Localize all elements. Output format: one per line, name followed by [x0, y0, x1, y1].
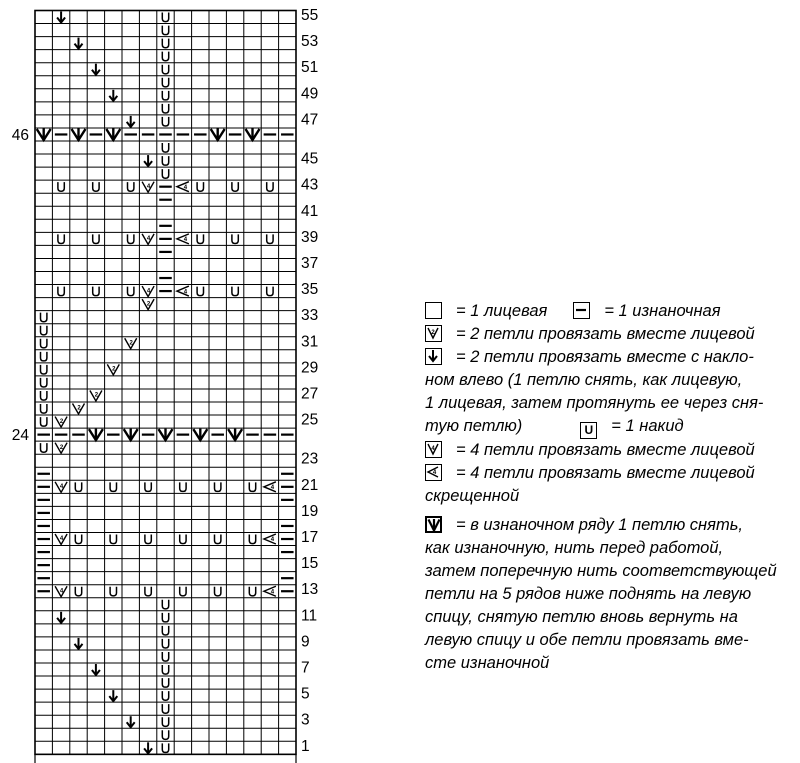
yarn-over-symbol: [41, 378, 47, 387]
yarn-over-symbol: [162, 91, 168, 100]
row-number: 25: [301, 411, 319, 429]
yarn-over-symbol: [249, 482, 255, 491]
legend-kdec-yo-row: [425, 415, 800, 439]
yarn-over-symbol: [267, 287, 273, 296]
chart-row: [57, 607, 317, 624]
chart-row: [162, 52, 168, 61]
chart-row: [37, 581, 318, 598]
row-number: 21: [301, 476, 319, 494]
k4-together-symbol-icon: [425, 441, 442, 458]
legend-knit-purl-row: [425, 300, 800, 323]
yarn-over-symbol: [249, 587, 255, 596]
yarn-over-symbol: [180, 482, 186, 491]
svg-text:4: 4: [431, 446, 435, 452]
yarn-over-symbol: [41, 404, 47, 413]
chart-row: [37, 555, 318, 572]
yarn-over-symbol: [75, 587, 81, 596]
yarn-over-symbol: [162, 117, 168, 126]
chart-row: [162, 678, 168, 687]
row-number: 47: [301, 111, 319, 129]
chart-row: [41, 378, 47, 387]
chart-row: [109, 85, 318, 102]
chart-row: [162, 652, 168, 661]
row-number: 11: [301, 607, 318, 625]
legend-purl-text: = 1 изнаночная: [604, 302, 721, 320]
yarn-over-symbol: [232, 287, 238, 296]
chart-row: [58, 177, 318, 194]
chart-row: [41, 307, 319, 324]
row-number: 53: [301, 33, 319, 51]
svg-text:4: 4: [432, 470, 437, 477]
yarn-over-symbol: [145, 482, 151, 491]
yarn-over-symbol: [162, 169, 168, 178]
yarn-over-symbol: [110, 535, 116, 544]
yarn-over-symbol: [162, 52, 168, 61]
yarn-over-symbol: [41, 417, 47, 426]
k-together-number: 2: [112, 366, 116, 373]
purl-symbol-icon: [573, 302, 590, 319]
yarn-over-symbol: [232, 234, 238, 243]
yarn-over-symbol: [162, 704, 168, 713]
yarn-over-symbol: [197, 182, 203, 191]
chart-row: [142, 299, 154, 310]
row-number: 39: [301, 228, 319, 246]
k4-back-number: 4: [183, 184, 188, 191]
legend-w-line: затем поперечную нить соответствующей: [425, 562, 777, 580]
yarn-over-symbol: [41, 313, 47, 322]
left-slant-decrease-symbol-icon: [425, 348, 442, 365]
chart-row: [162, 104, 168, 113]
legend-k4b-line: скрещенной: [425, 487, 520, 505]
legend-yo-text: = 1 накид: [611, 417, 684, 435]
yarn-over-symbol: [215, 535, 221, 544]
chart-row: [41, 412, 319, 429]
chart-row: [37, 503, 318, 520]
yarn-over-symbol: [162, 65, 168, 74]
chart-row: [41, 404, 85, 415]
legend-k4b-line: = 4 петли провязать вместе лицевой: [456, 464, 755, 482]
chart-row: [162, 600, 168, 609]
chart-row: [162, 626, 168, 635]
chart-row: [37, 477, 318, 494]
row-number: 55: [301, 7, 319, 25]
row-number: 46: [11, 126, 29, 144]
row-number: 49: [301, 85, 319, 103]
row-number: 27: [301, 385, 319, 403]
knit-symbol-icon: [425, 302, 442, 319]
row-number: 15: [301, 555, 319, 573]
yarn-over-symbol: [162, 26, 168, 35]
chart-row: [301, 203, 318, 220]
k-together-number: 4: [59, 484, 64, 491]
row-number: 35: [301, 281, 319, 299]
k-together-number: 4: [59, 536, 64, 543]
row-number: 33: [301, 307, 319, 325]
yarn-over-symbol: [58, 182, 64, 191]
legend: [425, 300, 800, 675]
row-number: 3: [301, 711, 310, 729]
row-number: 17: [301, 529, 319, 547]
k4-back-number: 4: [183, 289, 188, 296]
yarn-over-symbol: [162, 652, 168, 661]
legend-kdec-line: 1 лицевая, затем протянуть ее через сня-: [425, 394, 764, 412]
yarn-over-symbol: [162, 156, 168, 165]
legend-kdec-line: = 2 петли провязать вместе с накло-: [456, 348, 754, 366]
legend-w-line: петли на 5 рядов ниже поднять на левую: [425, 585, 752, 603]
legend-w-line: левую спицу и обе петли провязать вме-: [425, 631, 749, 649]
chart-row: [162, 704, 168, 713]
chart-row: [162, 78, 168, 87]
chart-row: [41, 326, 47, 335]
yarn-over-symbol: [58, 287, 64, 296]
row-number: 9: [301, 633, 310, 651]
k-together-number: 4: [146, 183, 151, 190]
yarn-over-symbol: [110, 482, 116, 491]
yarn-over-symbol: [162, 143, 168, 152]
yarn-over-symbol: [162, 691, 168, 700]
yarn-over-symbol: [162, 730, 168, 739]
chart-row: [41, 443, 68, 454]
yarn-over-symbol: [41, 326, 47, 335]
k4-back-number: 4: [270, 589, 275, 596]
k-together-number: 4: [146, 288, 151, 295]
yarn-over-symbol: [232, 182, 238, 191]
chart-row: [162, 730, 168, 739]
k-together-number: 2: [129, 340, 133, 347]
row-number: 37: [301, 254, 319, 272]
k-together-number: 2: [59, 418, 64, 425]
chart-row: [127, 712, 310, 729]
chart-row: [41, 359, 319, 376]
chart-grid: [35, 11, 296, 755]
ms-bracket: [35, 754, 296, 763]
chart-row: [41, 333, 319, 350]
yarn-over-symbol: [41, 365, 47, 374]
row-number: 23: [301, 450, 319, 468]
yarn-over-symbol: [110, 587, 116, 596]
legend-k2-row: [425, 323, 800, 346]
yarn-over-symbol: [145, 587, 151, 596]
yarn-over-symbol: [41, 443, 47, 452]
yarn-over-symbol: [162, 78, 168, 87]
yarn-over-symbol: [93, 287, 99, 296]
k4-back-number: 4: [270, 485, 275, 492]
chart-row: [301, 451, 318, 468]
legend-w-line: сте изнаночной: [425, 654, 550, 672]
yarn-over-symbol: [93, 182, 99, 191]
k4-through-back-symbol-icon: [425, 464, 442, 481]
legend-k2-text: = 2 петли провязать вместе лицевой: [456, 325, 755, 343]
yarn-over-symbol: [162, 600, 168, 609]
yarn-over-symbol: [162, 104, 168, 113]
legend-kdec-line: тую петлю): [425, 417, 523, 435]
k4-back-number: 4: [183, 237, 188, 244]
chart-row: [162, 26, 168, 35]
yarn-over-symbol: [267, 234, 273, 243]
yarn-over-symbol: [162, 717, 168, 726]
k-together-number: 4: [59, 588, 64, 595]
row-number: 31: [301, 333, 319, 351]
row-number: 5: [301, 685, 310, 703]
chart-row: [75, 33, 319, 50]
yarn-over-symbol-icon: U: [580, 422, 597, 439]
legend-w-line: спицу, снятую петлю вновь вернуть на: [425, 608, 738, 626]
yarn-over-symbol: [197, 287, 203, 296]
yarn-over-symbol: [162, 613, 168, 622]
legend-kdec-row: [425, 346, 800, 369]
legend-k4b-row: [425, 462, 800, 485]
yarn-over-symbol: [215, 587, 221, 596]
yarn-over-symbol: [93, 234, 99, 243]
chart-row: [58, 281, 318, 298]
yarn-over-symbol: [41, 339, 47, 348]
chart-row: [144, 151, 318, 168]
yarn-over-symbol: [128, 287, 134, 296]
k-together-number: 2: [59, 444, 64, 451]
row-number: 7: [301, 659, 310, 677]
k-together-number: 2: [146, 301, 151, 308]
chart-row: [37, 529, 318, 546]
row-number: 45: [301, 150, 319, 168]
row-number: 13: [301, 581, 319, 599]
chart-row: [41, 352, 47, 361]
k2-together-symbol-icon: [425, 325, 442, 342]
legend-k4-text: = 4 петли провязать вместе лицевой: [456, 441, 755, 459]
row-number: 51: [301, 59, 319, 77]
yarn-over-symbol: [162, 39, 168, 48]
legend-w-line: как изнаночную, нить перед работой,: [425, 539, 724, 557]
chart-row: [41, 385, 319, 402]
yarn-over-symbol: [128, 182, 134, 191]
yarn-over-symbol: [145, 535, 151, 544]
yarn-over-symbol: [75, 535, 81, 544]
row-number: 43: [301, 176, 319, 194]
yarn-over-symbol: [267, 182, 273, 191]
row-number: 29: [301, 359, 319, 377]
yarn-over-symbol: [162, 665, 168, 674]
legend-knit-text: = 1 лицевая: [456, 302, 548, 320]
yarn-over-symbol: [162, 743, 168, 752]
yarn-over-symbol: [162, 639, 168, 648]
legend-w-row: [425, 514, 800, 537]
legend-kdec-line: ном влево (1 петлю снять, как лицевую,: [425, 371, 743, 389]
chart-border: [35, 11, 296, 755]
chart-row: [162, 169, 168, 178]
row-number: 24: [11, 427, 29, 445]
yarn-over-symbol: [215, 482, 221, 491]
legend-w-line: = в изнаночном ряду 1 петлю снять,: [456, 516, 743, 534]
k4-back-number: 4: [270, 537, 275, 544]
row-number: 41: [301, 202, 319, 220]
yarn-over-symbol: [41, 391, 47, 400]
chart-row: [58, 229, 318, 246]
yarn-over-symbol: [180, 535, 186, 544]
yarn-over-symbol: [162, 678, 168, 687]
chart-row: [162, 143, 168, 152]
row-number: 19: [301, 502, 319, 520]
yarn-over-symbol: [75, 482, 81, 491]
legend-k4-row: [425, 439, 800, 462]
yarn-over-symbol: [58, 234, 64, 243]
slipped-elongated-symbol-icon: [425, 516, 442, 533]
yarn-over-symbol: [162, 626, 168, 635]
row-number: 1: [301, 737, 310, 755]
yarn-over-symbol: [180, 587, 186, 596]
chart-row: [127, 111, 319, 128]
yarn-over-symbol: [41, 352, 47, 361]
chart-row: [92, 59, 318, 76]
k-together-number: 4: [146, 236, 151, 243]
chart-row: [301, 255, 318, 272]
yarn-over-symbol: [162, 13, 168, 22]
yarn-over-symbol: [197, 234, 203, 243]
k-together-number: 2: [94, 392, 99, 399]
yarn-over-symbol: [128, 234, 134, 243]
svg-text:2: 2: [431, 330, 435, 336]
chart-row: [92, 660, 310, 677]
yarn-over-symbol: [249, 535, 255, 544]
k-together-number: 2: [77, 405, 81, 412]
